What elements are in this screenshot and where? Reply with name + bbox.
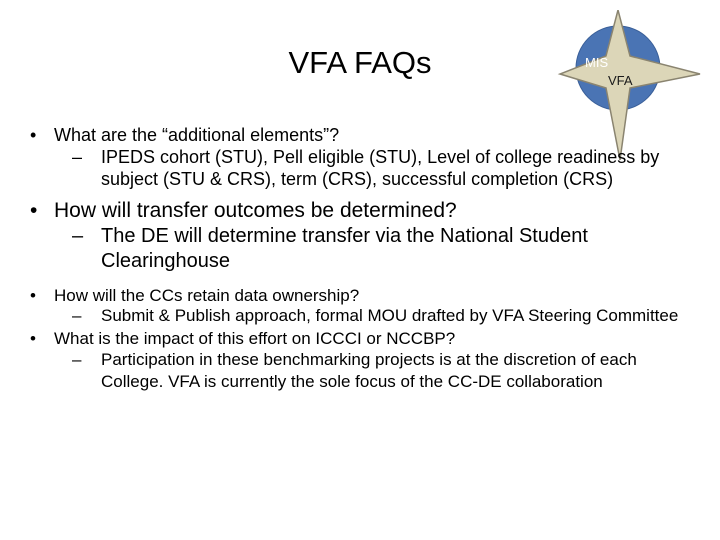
faq-question bbox=[26, 198, 694, 224]
faq-question bbox=[26, 328, 694, 349]
faq-question-text: How will transfer outcomes be determined? bbox=[54, 199, 457, 222]
faq-answer-text: The DE will determine transfer via the National Student Clearinghouse bbox=[101, 225, 588, 272]
bullet-marker: • bbox=[30, 125, 37, 145]
faq-question-text: How will the CCs retain data ownership? bbox=[54, 286, 360, 305]
faq-answer bbox=[26, 307, 694, 325]
dash-marker: – bbox=[72, 350, 82, 369]
faq-answer-text: Submit & Publish approach, formal MOU drafted by VFA Steering Committee bbox=[101, 306, 679, 325]
logo-text-mis: MIS bbox=[585, 55, 609, 70]
slide-title: VFA FAQs bbox=[288, 45, 432, 80]
faq-question bbox=[26, 285, 694, 306]
faq-answer bbox=[26, 224, 694, 274]
faq-question-text: What is the impact of this effort on ICCCI or NCCBP? bbox=[54, 329, 456, 348]
faq-answer-text: Participation in these benchmarking projects is at the discretion of each College. VFA is currently the sole focus of the CC-DE collaboration bbox=[101, 350, 637, 391]
faq-answer bbox=[26, 349, 694, 393]
faq-answer-text: IPEDS cohort (STU), Pell eligible (STU), Level of college readiness by subject (STU & CRS), term (CRS), successful completion (CRS) bbox=[101, 147, 660, 189]
faq-list bbox=[26, 124, 694, 393]
dash-marker: – bbox=[72, 147, 83, 167]
faq-question-text: What are the “additional elements”? bbox=[54, 125, 340, 145]
logo-text-vfa: VFA bbox=[608, 73, 633, 88]
faq-answer bbox=[26, 146, 694, 190]
faq-question bbox=[26, 124, 694, 146]
dash-marker: – bbox=[72, 225, 84, 247]
bullet-marker: • bbox=[30, 286, 36, 305]
bullet-marker: • bbox=[30, 329, 36, 348]
bullet-marker: • bbox=[30, 199, 38, 222]
dash-marker: – bbox=[72, 306, 82, 325]
